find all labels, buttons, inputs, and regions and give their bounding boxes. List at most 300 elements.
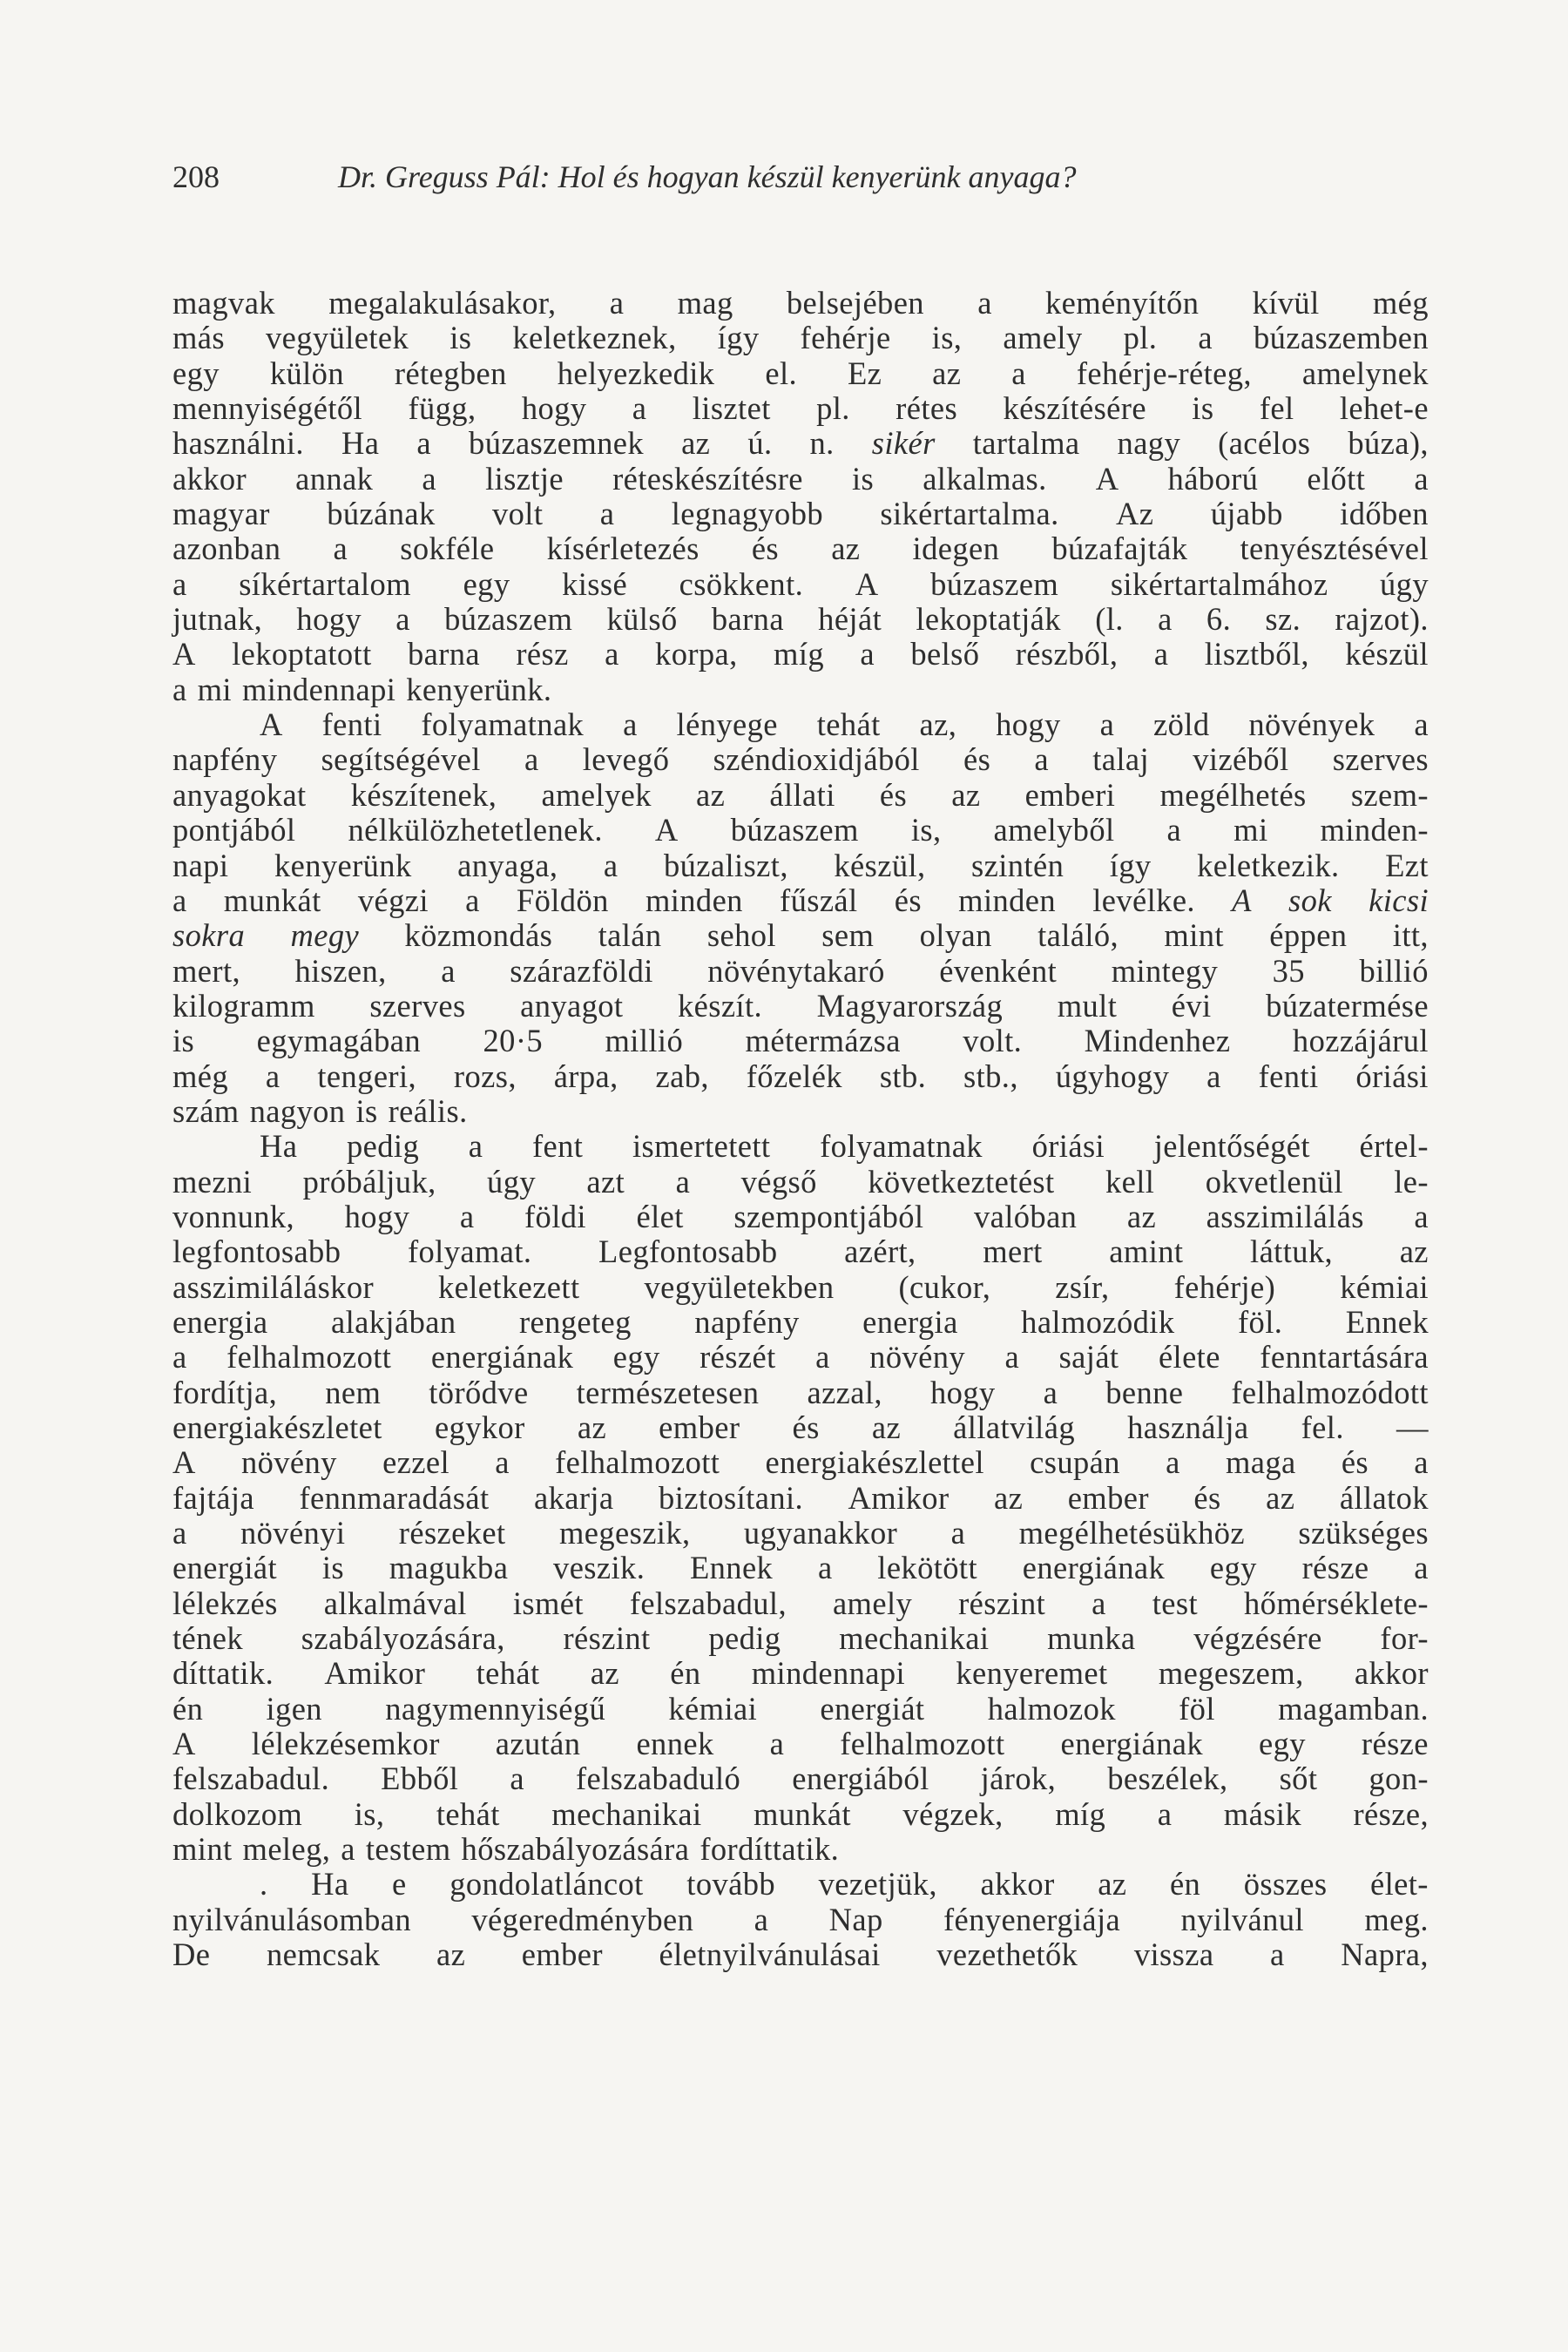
- word: növényi: [240, 1515, 346, 1551]
- word: Mindenhez: [1084, 1023, 1231, 1059]
- word: a: [1414, 706, 1429, 743]
- word: fordítja,: [172, 1374, 278, 1410]
- word: búzaszemben: [1253, 320, 1429, 356]
- text-line: [172, 1903, 1429, 1937]
- word: külön: [269, 355, 344, 391]
- word: a: [422, 460, 436, 497]
- word: ezzel: [382, 1444, 450, 1481]
- word: minden: [958, 882, 1057, 918]
- word: készítésére: [1003, 390, 1146, 427]
- word: energia: [862, 1303, 958, 1340]
- word: évenként: [939, 952, 1058, 989]
- word: ismertetett: [632, 1128, 771, 1165]
- word: mag: [677, 285, 733, 321]
- word: legfontosabb: [172, 1233, 341, 1270]
- word: szám: [172, 1092, 240, 1129]
- word: egy: [172, 355, 220, 391]
- word: sokféle: [400, 531, 495, 567]
- word: az: [696, 776, 726, 813]
- word: fűszál: [780, 882, 858, 918]
- word: (l.: [1095, 601, 1124, 638]
- word: így: [717, 320, 760, 356]
- word: a: [524, 741, 539, 778]
- word: A: [172, 636, 196, 672]
- word: része: [1301, 1550, 1369, 1586]
- word: is,: [910, 812, 942, 848]
- word: a: [603, 847, 618, 883]
- word: magamban.: [1278, 1690, 1429, 1727]
- word: előtt: [1307, 460, 1366, 497]
- word: is: [851, 460, 875, 497]
- word: 35: [1272, 952, 1305, 989]
- word: A: [260, 706, 283, 743]
- word: vizéből: [1193, 741, 1289, 778]
- word: a: [333, 531, 348, 567]
- word: a: [815, 1339, 830, 1375]
- word: készül: [1345, 636, 1429, 672]
- text-line: [172, 989, 1429, 1024]
- word: volt: [491, 496, 544, 532]
- word: az: [1098, 1866, 1127, 1903]
- word: felszabadul.: [172, 1761, 330, 1797]
- word: a: [1414, 1198, 1429, 1234]
- word: a: [1092, 1585, 1106, 1621]
- word: Ennek: [1345, 1303, 1429, 1340]
- word: élet: [636, 1198, 684, 1234]
- word: gondolatláncot: [449, 1866, 644, 1903]
- word: fordíttatik.: [700, 1831, 840, 1868]
- word: minden: [645, 882, 743, 918]
- word: energiának: [430, 1339, 574, 1375]
- running-head: [172, 155, 1427, 199]
- word: használni.: [172, 425, 304, 462]
- word: járok,: [980, 1761, 1057, 1797]
- word: energiából: [792, 1761, 929, 1797]
- word: így: [1109, 847, 1152, 883]
- word: megalakulásakor,: [328, 285, 557, 321]
- word: és: [792, 1409, 820, 1445]
- text-line: [172, 1270, 1429, 1305]
- word: a: [495, 1444, 510, 1481]
- word: biztosítani.: [659, 1479, 804, 1516]
- word: kísérletezés: [546, 531, 700, 567]
- text-line: [172, 1340, 1429, 1375]
- word: saját: [1058, 1339, 1119, 1375]
- word: kémiai: [1340, 1268, 1429, 1305]
- word: sokra: [172, 917, 246, 954]
- text-line: [172, 1059, 1429, 1094]
- word: sehol: [706, 917, 776, 954]
- word: fehérje): [1173, 1268, 1276, 1305]
- word: a: [1414, 460, 1429, 497]
- text-line: [172, 1867, 1429, 1902]
- text-line: [172, 1481, 1429, 1516]
- word: Ebből: [381, 1761, 459, 1797]
- word: a: [1004, 1339, 1020, 1375]
- text-line: [172, 672, 1429, 707]
- text-line: [172, 1129, 1429, 1164]
- word: a: [172, 1515, 187, 1551]
- word: még: [172, 1058, 229, 1094]
- word: a: [605, 636, 619, 672]
- word: búzaszem: [444, 601, 573, 638]
- text-line: [172, 1656, 1429, 1691]
- word: Ha: [311, 1866, 349, 1903]
- word: úgyhogy: [1055, 1058, 1170, 1094]
- word: nyilvánul: [1180, 1901, 1304, 1937]
- word: a: [172, 1339, 187, 1375]
- word: lényege: [676, 706, 778, 743]
- word: búza),: [1348, 425, 1429, 462]
- text-line: [172, 1797, 1429, 1832]
- word: vonnunk,: [172, 1198, 295, 1234]
- word: amelyek: [541, 776, 652, 813]
- word: kell: [1105, 1163, 1155, 1200]
- text-line: [172, 1761, 1429, 1796]
- word: maga: [1225, 1444, 1296, 1481]
- word: magyar: [172, 496, 270, 532]
- word: Az: [1115, 496, 1154, 532]
- word: a: [1034, 741, 1050, 778]
- word: métermázsa: [745, 1023, 901, 1059]
- word: amely: [832, 1585, 913, 1621]
- word: zsír,: [1055, 1268, 1110, 1305]
- word: a: [172, 565, 187, 602]
- word: az: [831, 531, 861, 567]
- word: mindennapi: [241, 671, 396, 707]
- word: megeszik,: [558, 1515, 691, 1551]
- word: úgy: [487, 1163, 536, 1200]
- word: energiakészletet: [172, 1409, 382, 1445]
- word: magvak: [172, 285, 275, 321]
- word: a: [341, 1831, 355, 1868]
- word: tovább: [686, 1866, 776, 1903]
- word: fehérje-réteg,: [1076, 355, 1252, 391]
- word: De: [172, 1936, 211, 1973]
- word: része,: [1353, 1795, 1429, 1832]
- word: helyezkedik: [557, 355, 715, 391]
- word: kilogramm: [172, 987, 315, 1024]
- word: az,: [919, 706, 957, 743]
- word: belső: [910, 636, 980, 672]
- word: az: [1399, 1233, 1429, 1270]
- word: fenntartására: [1260, 1339, 1429, 1375]
- word: a: [632, 390, 647, 427]
- word: energiát: [172, 1550, 278, 1586]
- text-line: [172, 1200, 1429, 1234]
- text-line: [172, 1305, 1429, 1340]
- word: kémiai: [668, 1690, 758, 1727]
- word: felhalmozott: [555, 1444, 720, 1481]
- word: az: [871, 1409, 902, 1445]
- word: gon-: [1369, 1761, 1429, 1797]
- word: a: [860, 636, 875, 672]
- word: nagyon: [249, 1092, 346, 1129]
- word: hogy: [296, 601, 362, 638]
- word: azonban: [172, 531, 281, 567]
- word: volt.: [963, 1023, 1023, 1059]
- word: részint: [958, 1585, 1046, 1621]
- word: az: [590, 1655, 619, 1692]
- word: élet-: [1370, 1866, 1429, 1903]
- word: hőszabályozására: [461, 1831, 690, 1868]
- text-line: [172, 531, 1429, 566]
- word: héját: [818, 601, 882, 638]
- word: készít.: [677, 987, 763, 1024]
- word: vezethetők: [936, 1936, 1078, 1973]
- word: akarja: [533, 1479, 614, 1516]
- text-line: [172, 1234, 1429, 1269]
- word: Amikor: [848, 1479, 950, 1516]
- word: fent: [532, 1128, 584, 1165]
- word: felhalmozott: [840, 1726, 1005, 1762]
- word: tengeri,: [317, 1058, 417, 1094]
- word: sikér: [871, 425, 936, 462]
- word: folyamatnak: [421, 706, 585, 743]
- word: hőmérséklete-: [1244, 1585, 1429, 1621]
- word: Ha: [341, 425, 380, 462]
- word: szintén: [971, 847, 1064, 883]
- word: mindennapi: [751, 1655, 906, 1692]
- word: a: [1157, 1795, 1173, 1832]
- word: tenyésztésével: [1240, 531, 1429, 567]
- word: a: [609, 285, 625, 321]
- word: óriási: [1031, 1128, 1105, 1165]
- text-line: [172, 1094, 1429, 1129]
- word: az: [932, 355, 962, 391]
- word: megeszem,: [1158, 1655, 1304, 1692]
- word: hogy: [344, 1198, 410, 1234]
- word: rajzot).: [1335, 601, 1429, 638]
- word: valóban: [973, 1198, 1078, 1234]
- word: az: [994, 1479, 1024, 1516]
- word: ember: [521, 1936, 603, 1973]
- word: asszimiláláskor: [172, 1268, 375, 1305]
- word: rétegben: [394, 355, 507, 391]
- word: a: [1198, 320, 1213, 356]
- word: a: [395, 601, 410, 638]
- word: A: [654, 812, 679, 848]
- word: ember: [1067, 1479, 1149, 1516]
- word: óriási: [1355, 1058, 1429, 1094]
- word: függ,: [408, 390, 476, 427]
- word: következtetést: [868, 1163, 1055, 1200]
- word: Amikor: [324, 1655, 426, 1692]
- word: mintegy: [1111, 952, 1219, 989]
- word: élete: [1158, 1339, 1220, 1375]
- word: ennek: [636, 1726, 714, 1762]
- word: fennmaradását: [299, 1479, 490, 1516]
- word: egy: [612, 1339, 660, 1375]
- text-line: [172, 1621, 1429, 1656]
- word: szempontjából: [733, 1198, 924, 1234]
- word: halmozok: [987, 1690, 1116, 1727]
- word: időben: [1340, 496, 1429, 532]
- text-line: [172, 321, 1429, 355]
- word: pontjából: [172, 812, 296, 848]
- word: nem: [325, 1374, 382, 1410]
- word: végzek,: [902, 1795, 1004, 1832]
- text-line: [172, 813, 1429, 848]
- word: is,: [931, 320, 963, 356]
- word: napfény: [694, 1303, 800, 1340]
- word: föl: [1179, 1690, 1215, 1727]
- word: lisztből,: [1204, 636, 1309, 672]
- word: szerves: [1332, 741, 1429, 778]
- word: törődve: [429, 1374, 529, 1410]
- word: a: [769, 1726, 785, 1762]
- word: stb.: [879, 1058, 927, 1094]
- word: Ez: [847, 355, 882, 391]
- word: energiának: [1022, 1550, 1166, 1586]
- word: levélke.: [1092, 882, 1195, 918]
- word: búzaliszt,: [664, 847, 788, 883]
- word: évi: [1171, 987, 1212, 1024]
- word: részét: [700, 1339, 776, 1375]
- word: a: [441, 952, 456, 989]
- word: ismét: [512, 1585, 584, 1621]
- word: a: [1099, 706, 1115, 743]
- word: mult: [1057, 987, 1118, 1024]
- word: nélkülözhetetlenek.: [348, 812, 603, 848]
- text-line: [172, 848, 1429, 883]
- word: —: [1396, 1409, 1429, 1445]
- word: a: [1414, 1444, 1429, 1481]
- word: föl.: [1237, 1303, 1283, 1340]
- word: nagymennyiségű: [385, 1690, 606, 1727]
- word: is: [355, 1092, 378, 1129]
- text-line: [172, 391, 1429, 426]
- word: munkát: [223, 882, 321, 918]
- word: alkalmával: [323, 1585, 467, 1621]
- word: alkalmas.: [923, 460, 1047, 497]
- word: külső: [606, 601, 678, 638]
- word: csupán: [1030, 1444, 1120, 1481]
- word: míg: [774, 636, 825, 672]
- word: lélekzésemkor: [251, 1726, 440, 1762]
- word: nyilvánulásomban: [172, 1901, 412, 1937]
- word: mi: [1233, 812, 1268, 848]
- word: fel.: [1301, 1409, 1344, 1445]
- word: a: [1043, 1374, 1058, 1410]
- text-line: [172, 1551, 1429, 1585]
- word: vissza: [1133, 1936, 1214, 1973]
- word: jelentőségét: [1153, 1128, 1310, 1165]
- word: a: [623, 706, 638, 743]
- word: fel: [1259, 390, 1294, 427]
- word: a: [265, 1058, 280, 1094]
- word: próbáljuk,: [302, 1163, 436, 1200]
- word: stb.,: [963, 1058, 1018, 1094]
- text-line: [172, 462, 1429, 497]
- word: a: [1166, 1444, 1180, 1481]
- word: a: [1011, 355, 1026, 391]
- word: is,: [354, 1795, 385, 1832]
- word: végzi: [357, 882, 429, 918]
- word: lisztje: [485, 460, 564, 497]
- word: hogy: [521, 390, 587, 427]
- word: veszik.: [553, 1550, 645, 1586]
- word: fényenergiája: [943, 1901, 1121, 1937]
- word: azután: [495, 1726, 581, 1762]
- word: az: [951, 776, 981, 813]
- word: akkor: [172, 460, 247, 497]
- word: Ha: [260, 1128, 298, 1165]
- word: felszabadul,: [629, 1585, 787, 1621]
- word: mint: [172, 1831, 233, 1868]
- text-line: [172, 497, 1429, 531]
- word: dolkozom: [172, 1795, 303, 1832]
- word: lekoptatják: [916, 601, 1061, 638]
- word: Nap: [828, 1901, 883, 1937]
- word: halmozódik: [1021, 1303, 1175, 1340]
- word: A: [172, 1726, 196, 1762]
- word: munkát: [754, 1795, 851, 1832]
- word: növénytakaró: [707, 952, 885, 989]
- word: (acélos: [1218, 425, 1311, 462]
- word: korpa,: [655, 636, 738, 672]
- word: napfény: [172, 741, 278, 778]
- word: amelynek: [1301, 355, 1429, 391]
- word: hiszen,: [294, 952, 387, 989]
- word: mechanikai: [839, 1620, 990, 1657]
- word: reális.: [388, 1092, 468, 1129]
- word: és: [1341, 1444, 1369, 1481]
- word: búzaszem: [730, 812, 859, 848]
- word: is: [1192, 390, 1214, 427]
- word: Napra,: [1341, 1936, 1429, 1973]
- word: energia: [172, 1303, 268, 1340]
- word: réteskészítésre: [612, 460, 803, 497]
- word: és: [751, 531, 780, 567]
- word: rétes: [896, 390, 958, 427]
- word: pl.: [1123, 320, 1158, 356]
- word: én: [670, 1655, 701, 1692]
- word: Földön: [516, 882, 609, 918]
- word: felhalmozott: [226, 1339, 392, 1375]
- word: az: [681, 425, 711, 462]
- word: és: [963, 741, 991, 778]
- text-line: [172, 567, 1429, 602]
- word: rozs,: [453, 1058, 517, 1094]
- text-line: [172, 286, 1429, 321]
- word: rengeteg: [518, 1303, 632, 1340]
- word: rész: [516, 636, 569, 672]
- word: anyaga,: [457, 847, 558, 883]
- word: keletkeznek,: [512, 320, 677, 356]
- word: talaj: [1092, 741, 1150, 778]
- word: a: [468, 1128, 483, 1165]
- word: végső: [740, 1163, 817, 1200]
- word: folyamatnak: [820, 1128, 983, 1165]
- word: a: [1414, 1550, 1429, 1586]
- word: síkértartalom: [239, 565, 411, 602]
- text-line: [172, 742, 1429, 777]
- word: meleg,: [242, 1831, 331, 1868]
- word: anyagokat: [172, 776, 307, 813]
- word: a: [950, 1515, 966, 1551]
- word: közmondás: [404, 917, 553, 954]
- word: A: [855, 565, 879, 602]
- word: én: [1169, 1866, 1201, 1903]
- word: részből,: [1015, 636, 1119, 672]
- word: egymagában: [256, 1023, 422, 1059]
- word: e: [392, 1866, 407, 1903]
- word: lekoptatott: [232, 636, 372, 672]
- text-line: [172, 1516, 1429, 1551]
- word: én: [172, 1690, 204, 1727]
- word: test: [1152, 1585, 1199, 1621]
